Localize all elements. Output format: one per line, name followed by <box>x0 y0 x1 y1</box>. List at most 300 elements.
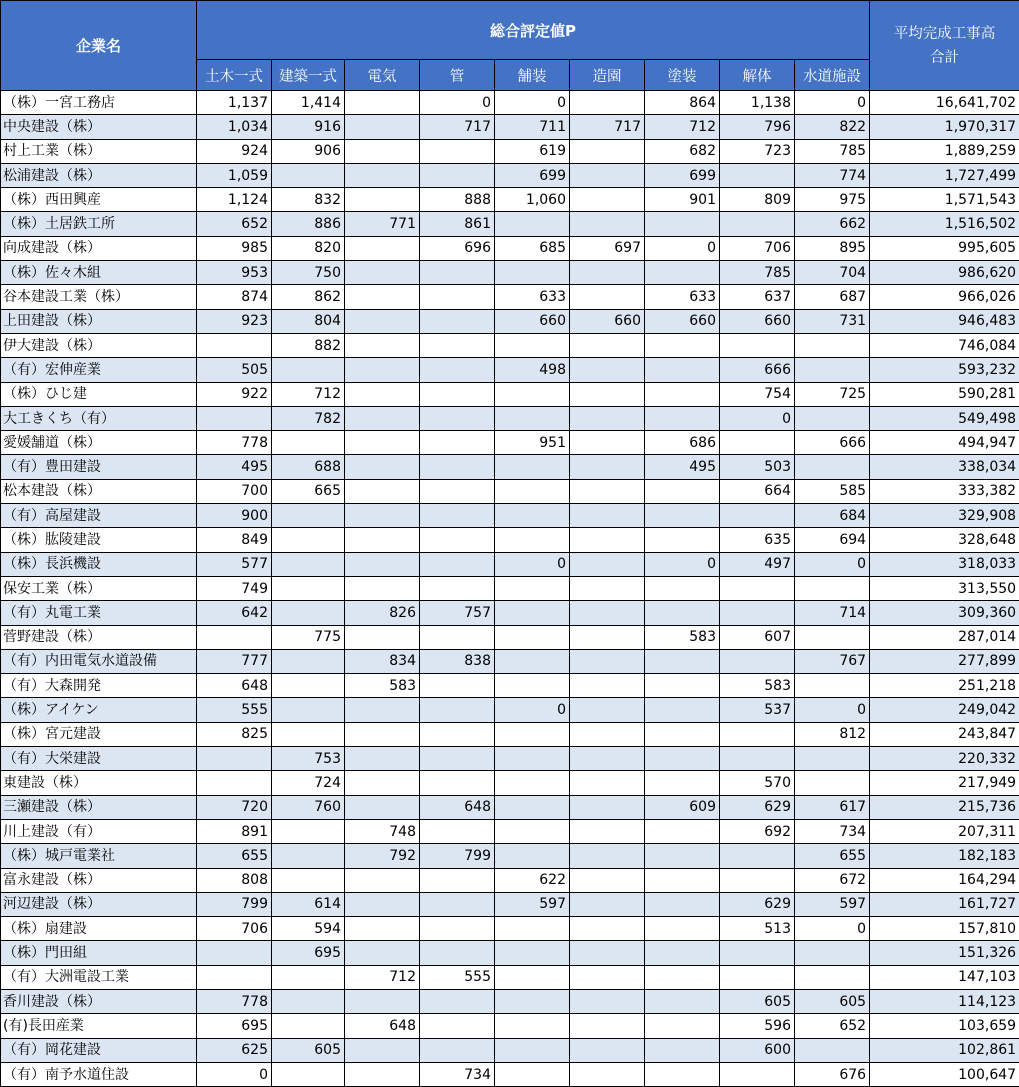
score-cell <box>570 139 645 163</box>
average-sales-cell: 114,123 <box>870 989 1019 1013</box>
score-cell <box>570 674 645 698</box>
score-cell <box>197 625 272 649</box>
score-cell <box>272 504 345 528</box>
table-row <box>1 333 1019 357</box>
company-name-cell: （株）佐々木組 <box>1 261 197 285</box>
score-cell <box>645 406 720 430</box>
score-cell <box>495 965 570 989</box>
table-row <box>1 382 1019 406</box>
score-cell <box>272 844 345 868</box>
score-cell <box>345 868 420 892</box>
score-cell: 594 <box>272 917 345 941</box>
score-cell: 750 <box>272 261 345 285</box>
score-cell: 1,059 <box>197 163 272 187</box>
company-name-cell: 向成建設（株） <box>1 236 197 260</box>
score-cell <box>420 382 495 406</box>
score-cell: 665 <box>272 479 345 503</box>
table-row <box>1 163 1019 187</box>
score-cell <box>720 941 795 965</box>
table-row <box>1 91 1019 115</box>
score-cell <box>345 309 420 333</box>
company-name-cell: 松浦建設（株） <box>1 163 197 187</box>
average-sales-cell: 217,949 <box>870 771 1019 795</box>
score-cell: 826 <box>345 601 420 625</box>
average-sales-cell: 243,847 <box>870 722 1019 746</box>
score-cell: 785 <box>795 139 870 163</box>
score-cell: 1,124 <box>197 188 272 212</box>
score-group-header: 総合評定値P <box>197 1 870 60</box>
table-row <box>1 576 1019 600</box>
score-cell: 699 <box>645 163 720 187</box>
score-cell <box>570 649 645 673</box>
table-row <box>1 1014 1019 1038</box>
score-cell <box>420 261 495 285</box>
score-cell: 953 <box>197 261 272 285</box>
average-sales-cell: 338,034 <box>870 455 1019 479</box>
score-cell: 570 <box>720 771 795 795</box>
average-sales-cell: 103,659 <box>870 1014 1019 1038</box>
score-cell: 775 <box>272 625 345 649</box>
score-cell <box>345 236 420 260</box>
score-cell <box>345 722 420 746</box>
score-cell: 838 <box>420 649 495 673</box>
score-cell <box>570 163 645 187</box>
company-name-cell: （有）丸電工業 <box>1 601 197 625</box>
table-row <box>1 892 1019 916</box>
score-cell: 633 <box>645 285 720 309</box>
score-cell <box>720 965 795 989</box>
score-cell: 648 <box>345 1014 420 1038</box>
average-sales-cell: 1,516,502 <box>870 212 1019 236</box>
score-cell <box>495 261 570 285</box>
category-header: 舗装 <box>495 60 570 91</box>
score-cell <box>272 868 345 892</box>
score-cell: 692 <box>720 819 795 843</box>
score-cell: 676 <box>795 1062 870 1086</box>
score-cell <box>495 625 570 649</box>
average-sales-cell: 313,550 <box>870 576 1019 600</box>
company-name-cell: 上田建設（株） <box>1 309 197 333</box>
score-cell <box>795 333 870 357</box>
score-cell <box>570 431 645 455</box>
table-row <box>1 261 1019 285</box>
score-cell <box>645 212 720 236</box>
company-name-cell: （株）土居鉄工所 <box>1 212 197 236</box>
company-name-cell: 菅野建設（株） <box>1 625 197 649</box>
score-cell <box>420 139 495 163</box>
table-row <box>1 698 1019 722</box>
score-cell: 583 <box>645 625 720 649</box>
score-cell <box>645 722 720 746</box>
score-cell <box>197 406 272 430</box>
score-cell <box>720 431 795 455</box>
score-cell: 648 <box>197 674 272 698</box>
score-cell: 1,060 <box>495 188 570 212</box>
score-cell: 809 <box>720 188 795 212</box>
score-cell: 706 <box>720 236 795 260</box>
company-name-cell: 村上工業（株） <box>1 139 197 163</box>
score-cell: 596 <box>720 1014 795 1038</box>
company-name-cell: （有）豊田建設 <box>1 455 197 479</box>
score-cell <box>345 188 420 212</box>
score-cell: 664 <box>720 479 795 503</box>
score-cell: 731 <box>795 309 870 333</box>
score-cell <box>272 576 345 600</box>
score-cell <box>720 504 795 528</box>
score-cell: 712 <box>272 382 345 406</box>
score-cell <box>420 285 495 309</box>
score-cell <box>495 844 570 868</box>
score-cell: 660 <box>495 309 570 333</box>
score-cell: 629 <box>720 795 795 819</box>
score-cell <box>420 1038 495 1062</box>
score-cell: 901 <box>645 188 720 212</box>
table-row <box>1 844 1019 868</box>
category-header: 造園 <box>570 60 645 91</box>
company-name-cell: （有）宏伸産業 <box>1 358 197 382</box>
table-row <box>1 139 1019 163</box>
company-name-cell: 川上建設（有） <box>1 819 197 843</box>
score-cell <box>495 406 570 430</box>
score-cell <box>420 163 495 187</box>
score-cell: 0 <box>795 552 870 576</box>
company-name-cell: （株）ひじ建 <box>1 382 197 406</box>
score-cell <box>645 261 720 285</box>
company-name-cell: 伊大建設（株） <box>1 333 197 357</box>
score-cell <box>345 261 420 285</box>
category-header: 管 <box>420 60 495 91</box>
score-cell: 0 <box>645 236 720 260</box>
score-cell: 642 <box>197 601 272 625</box>
table-row <box>1 309 1019 333</box>
company-name-cell: （有）大森開発 <box>1 674 197 698</box>
score-cell <box>645 649 720 673</box>
score-cell <box>420 406 495 430</box>
score-cell <box>570 698 645 722</box>
score-cell <box>570 528 645 552</box>
score-cell: 686 <box>645 431 720 455</box>
average-sales-cell: 1,970,317 <box>870 115 1019 139</box>
score-cell <box>420 576 495 600</box>
score-cell: 660 <box>645 309 720 333</box>
table-row <box>1 819 1019 843</box>
score-cell: 1,034 <box>197 115 272 139</box>
score-cell <box>272 649 345 673</box>
score-cell: 695 <box>197 1014 272 1038</box>
score-cell <box>495 795 570 819</box>
average-sales-cell: 287,014 <box>870 625 1019 649</box>
company-name-cell: 中央建設（株） <box>1 115 197 139</box>
score-cell: 717 <box>420 115 495 139</box>
category-header: 塗装 <box>645 60 720 91</box>
score-cell: 717 <box>570 115 645 139</box>
company-name-cell: （株）扇建設 <box>1 917 197 941</box>
score-cell <box>272 1014 345 1038</box>
score-cell: 886 <box>272 212 345 236</box>
score-cell: 622 <box>495 868 570 892</box>
company-name-cell: 東建設（株） <box>1 771 197 795</box>
score-cell <box>570 504 645 528</box>
table-row <box>1 1038 1019 1062</box>
score-cell <box>345 115 420 139</box>
score-cell <box>345 139 420 163</box>
score-cell <box>720 649 795 673</box>
average-sales-cell: 946,483 <box>870 309 1019 333</box>
score-cell: 585 <box>795 479 870 503</box>
average-sales-cell: 590,281 <box>870 382 1019 406</box>
score-cell <box>495 601 570 625</box>
score-cell: 555 <box>197 698 272 722</box>
score-cell: 774 <box>795 163 870 187</box>
company-name-cell: （株）城戸電業社 <box>1 844 197 868</box>
score-cell <box>570 406 645 430</box>
score-cell <box>345 504 420 528</box>
score-cell <box>570 722 645 746</box>
score-cell <box>345 771 420 795</box>
score-cell <box>645 989 720 1013</box>
score-cell <box>645 1038 720 1062</box>
score-cell: 820 <box>272 236 345 260</box>
score-cell <box>345 795 420 819</box>
score-cell <box>420 333 495 357</box>
score-cell <box>495 917 570 941</box>
score-cell: 619 <box>495 139 570 163</box>
score-cell <box>645 358 720 382</box>
score-cell: 720 <box>197 795 272 819</box>
score-cell: 577 <box>197 552 272 576</box>
company-name-cell: 松本建設（株） <box>1 479 197 503</box>
score-cell <box>645 941 720 965</box>
score-cell <box>420 722 495 746</box>
score-cell: 753 <box>272 747 345 771</box>
score-cell: 666 <box>720 358 795 382</box>
company-name-cell: 谷本建設工業（株） <box>1 285 197 309</box>
score-cell <box>345 1038 420 1062</box>
score-cell <box>645 576 720 600</box>
table-row <box>1 479 1019 503</box>
average-sales-cell: 1,889,259 <box>870 139 1019 163</box>
average-sales-cell: 249,042 <box>870 698 1019 722</box>
table-row <box>1 212 1019 236</box>
score-cell: 688 <box>272 455 345 479</box>
score-cell <box>272 601 345 625</box>
company-name-cell: （株）一宮工務店 <box>1 91 197 115</box>
score-cell <box>495 941 570 965</box>
score-cell <box>795 406 870 430</box>
average-sales-cell: 164,294 <box>870 868 1019 892</box>
score-cell <box>345 917 420 941</box>
score-cell: 0 <box>795 91 870 115</box>
average-sales-cell: 207,311 <box>870 819 1019 843</box>
score-cell <box>495 747 570 771</box>
score-cell: 706 <box>197 917 272 941</box>
table-row <box>1 917 1019 941</box>
company-name-cell: 三瀬建設（株） <box>1 795 197 819</box>
score-cell <box>345 91 420 115</box>
company-name-cell: （株）西田興産 <box>1 188 197 212</box>
score-cell: 655 <box>795 844 870 868</box>
average-sales-cell: 995,605 <box>870 236 1019 260</box>
score-cell: 633 <box>495 285 570 309</box>
score-cell <box>420 479 495 503</box>
score-cell <box>197 941 272 965</box>
table-row <box>1 358 1019 382</box>
score-cell: 607 <box>720 625 795 649</box>
score-cell: 495 <box>197 455 272 479</box>
score-cell <box>645 528 720 552</box>
score-cell: 785 <box>720 261 795 285</box>
score-cell <box>272 698 345 722</box>
score-cell <box>645 479 720 503</box>
score-cell: 672 <box>795 868 870 892</box>
company-name-cell: （有）岡花建設 <box>1 1038 197 1062</box>
score-cell <box>795 455 870 479</box>
score-cell: 792 <box>345 844 420 868</box>
score-cell <box>570 941 645 965</box>
score-cell <box>197 333 272 357</box>
score-cell: 734 <box>420 1062 495 1086</box>
score-cell <box>570 212 645 236</box>
score-cell <box>495 1014 570 1038</box>
average-sales-cell: 220,332 <box>870 747 1019 771</box>
score-cell <box>570 601 645 625</box>
score-cell <box>495 1062 570 1086</box>
table-row <box>1 941 1019 965</box>
score-cell <box>420 625 495 649</box>
score-cell <box>645 771 720 795</box>
score-cell: 832 <box>272 188 345 212</box>
company-name-cell: 香川建設（株） <box>1 989 197 1013</box>
score-cell <box>420 455 495 479</box>
company-name-cell: 河辺建設（株） <box>1 892 197 916</box>
score-cell <box>345 625 420 649</box>
score-cell <box>645 698 720 722</box>
score-cell <box>420 747 495 771</box>
score-cell: 685 <box>495 236 570 260</box>
average-sales-cell: 318,033 <box>870 552 1019 576</box>
score-cell: 924 <box>197 139 272 163</box>
score-cell: 951 <box>495 431 570 455</box>
score-cell: 1,414 <box>272 91 345 115</box>
score-cell <box>570 625 645 649</box>
table-row <box>1 674 1019 698</box>
score-cell <box>795 771 870 795</box>
company-name-cell: （株）アイケン <box>1 698 197 722</box>
score-cell <box>720 333 795 357</box>
company-name-cell: （株）長浜機設 <box>1 552 197 576</box>
score-cell <box>720 722 795 746</box>
score-cell: 609 <box>645 795 720 819</box>
score-cell: 666 <box>795 431 870 455</box>
score-cell <box>495 528 570 552</box>
score-cell: 834 <box>345 649 420 673</box>
company-name-cell: （有）大洲電設工業 <box>1 965 197 989</box>
category-header: 土木一式 <box>197 60 272 91</box>
score-cell: 648 <box>420 795 495 819</box>
score-cell <box>570 747 645 771</box>
average-sales-cell: 549,498 <box>870 406 1019 430</box>
table-row <box>1 115 1019 139</box>
score-cell <box>272 528 345 552</box>
score-cell <box>495 819 570 843</box>
score-cell: 812 <box>795 722 870 746</box>
score-cell: 711 <box>495 115 570 139</box>
score-cell: 723 <box>720 139 795 163</box>
score-cell <box>570 261 645 285</box>
score-cell: 975 <box>795 188 870 212</box>
score-cell <box>645 747 720 771</box>
score-cell <box>345 552 420 576</box>
score-cell <box>645 333 720 357</box>
score-cell <box>570 91 645 115</box>
score-cell <box>345 455 420 479</box>
average-sales-header <box>870 1 1019 91</box>
score-cell <box>570 1062 645 1086</box>
score-cell: 882 <box>272 333 345 357</box>
table-row <box>1 795 1019 819</box>
score-cell: 760 <box>272 795 345 819</box>
score-cell: 597 <box>795 892 870 916</box>
score-cell: 652 <box>795 1014 870 1038</box>
table-header <box>1 1 1019 91</box>
score-cell <box>795 965 870 989</box>
table-body <box>1 91 1019 1087</box>
score-cell: 777 <box>197 649 272 673</box>
score-cell <box>272 674 345 698</box>
table-row <box>1 1062 1019 1086</box>
score-cell: 734 <box>795 819 870 843</box>
category-header: 建築一式 <box>272 60 345 91</box>
score-cell <box>495 504 570 528</box>
score-cell <box>720 163 795 187</box>
score-cell <box>272 965 345 989</box>
score-cell: 874 <box>197 285 272 309</box>
score-cell: 555 <box>420 965 495 989</box>
score-cell <box>720 1062 795 1086</box>
score-cell <box>272 1062 345 1086</box>
score-cell: 0 <box>495 698 570 722</box>
score-cell <box>420 989 495 1013</box>
score-cell <box>420 917 495 941</box>
score-cell: 822 <box>795 115 870 139</box>
score-cell <box>645 601 720 625</box>
score-cell <box>420 674 495 698</box>
score-cell <box>645 1062 720 1086</box>
average-sales-cell: 215,736 <box>870 795 1019 819</box>
score-cell <box>720 868 795 892</box>
table-row <box>1 431 1019 455</box>
score-cell <box>420 1014 495 1038</box>
score-cell <box>645 917 720 941</box>
score-cell <box>420 309 495 333</box>
score-cell <box>272 989 345 1013</box>
score-cell <box>420 358 495 382</box>
average-sales-cell: 309,360 <box>870 601 1019 625</box>
average-sales-cell: 147,103 <box>870 965 1019 989</box>
score-cell: 923 <box>197 309 272 333</box>
score-cell <box>570 819 645 843</box>
score-cell <box>645 965 720 989</box>
score-cell: 687 <box>795 285 870 309</box>
score-cell <box>345 333 420 357</box>
score-cell: 660 <box>720 309 795 333</box>
score-cell: 605 <box>720 989 795 1013</box>
score-cell <box>345 747 420 771</box>
table-row <box>1 601 1019 625</box>
score-cell <box>570 479 645 503</box>
score-cell <box>570 188 645 212</box>
score-cell <box>345 285 420 309</box>
